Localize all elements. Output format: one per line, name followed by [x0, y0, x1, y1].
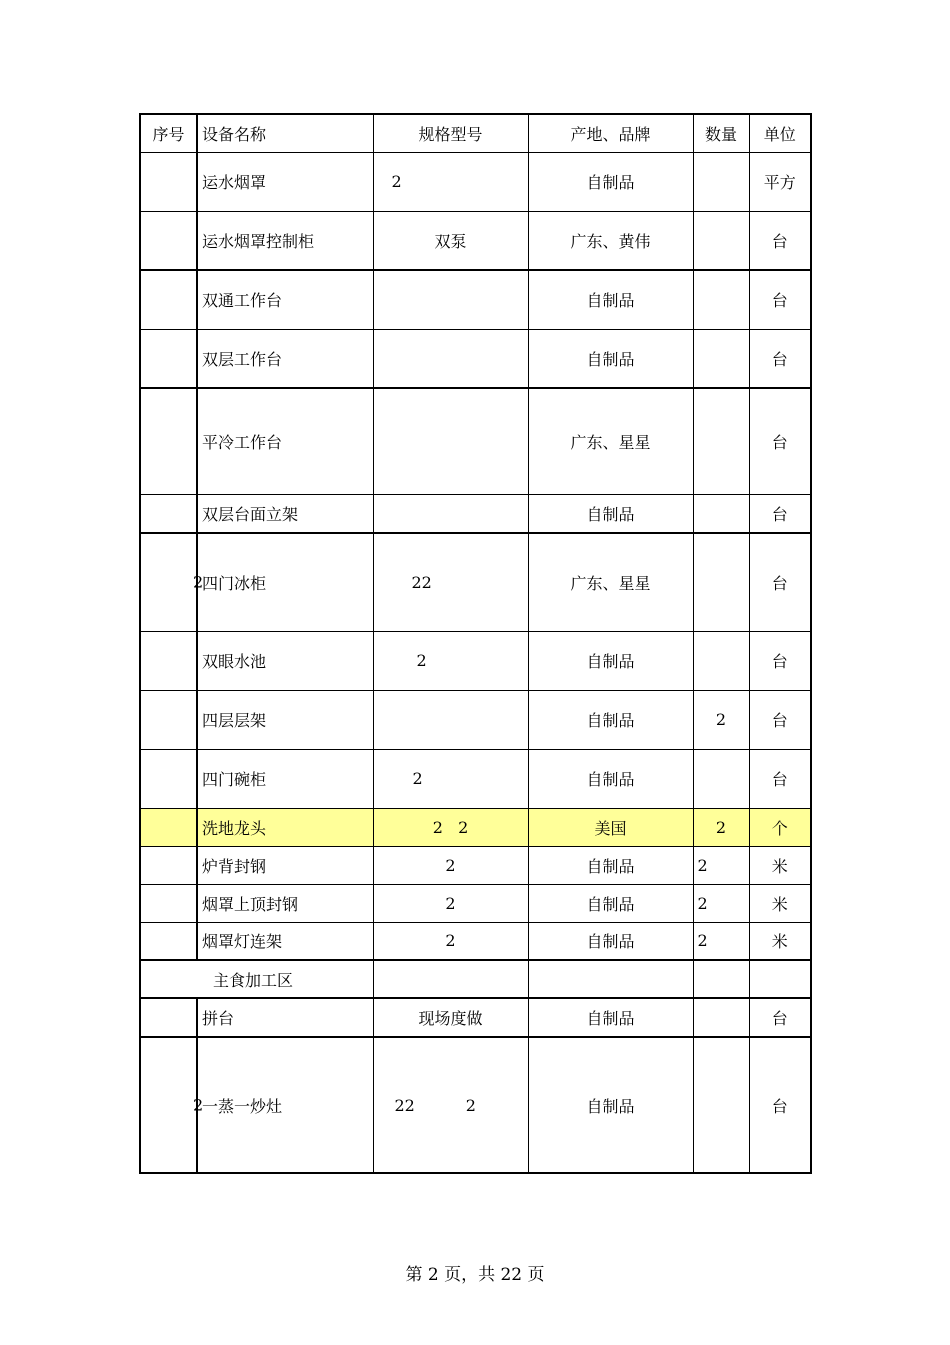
row-name: 双层台面立架: [197, 494, 373, 533]
row-unit: 平方: [749, 152, 811, 211]
row-spec: 2 2: [373, 808, 528, 846]
row-qty: [693, 152, 749, 211]
row-seq: [140, 533, 204, 631]
row-origin: 自制品: [528, 884, 693, 922]
row-origin: [528, 960, 693, 998]
row-qty: [693, 1037, 749, 1173]
row-origin: 自制品: [528, 494, 693, 533]
row-qty: 2: [693, 808, 749, 846]
row-qty: [693, 329, 749, 388]
row-name: 运水烟罩控制柜: [197, 211, 373, 270]
row-spec: 2: [373, 884, 528, 922]
table-row: [140, 494, 811, 533]
row-seq: [140, 152, 197, 211]
row-name: 运水烟罩: [197, 152, 373, 211]
table-row: [140, 152, 811, 211]
row-qty: [693, 494, 749, 533]
header-name: 设备名称: [197, 114, 373, 152]
header-origin: 产地、品牌: [528, 114, 693, 152]
row-origin: 自制品: [528, 1037, 693, 1173]
row-unit: 台: [749, 270, 811, 329]
row-name: 四层层架: [197, 690, 373, 749]
row-name: 双眼水池: [197, 631, 373, 690]
row-name: 一蒸一炒灶: [197, 1037, 373, 1173]
table-row-highlighted: [140, 808, 811, 846]
table-row: [140, 533, 811, 631]
page-footer: 第 2 页，共 22 页: [405, 1265, 545, 1285]
row-qty: [693, 533, 749, 631]
row-name: 四门冰柜: [197, 533, 373, 631]
row-origin: 自制品: [528, 152, 693, 211]
header-unit: 单位: [749, 114, 811, 152]
row-seq: [140, 922, 197, 960]
table-row: [140, 329, 811, 388]
row-origin: 广东、黄伟: [528, 211, 693, 270]
table-row: [140, 922, 811, 960]
row-unit: 米: [749, 846, 811, 884]
section-row: [140, 960, 811, 998]
row-spec: [373, 329, 528, 388]
row-seq: [140, 494, 197, 533]
row-spec: [373, 270, 528, 329]
row-seq: [140, 211, 197, 270]
section-title: 主食加工区: [140, 960, 373, 998]
table-row: [140, 631, 811, 690]
row-seq: [140, 808, 197, 846]
row-spec: 2: [373, 922, 528, 960]
row-qty: [693, 270, 749, 329]
row-spec: [373, 388, 528, 494]
row-origin: 美国: [528, 808, 693, 846]
table-row: [140, 388, 811, 494]
row-qty: [693, 960, 749, 998]
row-qty: 2: [693, 884, 749, 922]
table-row: [140, 884, 811, 922]
row-seq: [140, 998, 197, 1037]
row-seq: [140, 388, 197, 494]
row-origin: 自制品: [528, 329, 693, 388]
row-unit: 台: [749, 388, 811, 494]
row-name: 洗地龙头: [197, 808, 373, 846]
row-qty: 2: [693, 922, 749, 960]
row-unit: 台: [749, 329, 811, 388]
row-seq-value: 2: [193, 1095, 204, 1115]
header-spec: 规格型号: [373, 114, 528, 152]
row-unit: 个: [749, 808, 811, 846]
row-qty: [693, 388, 749, 494]
row-unit: 米: [749, 922, 811, 960]
row-spec: 22 2: [373, 1037, 528, 1173]
row-name: 四门碗柜: [197, 749, 373, 808]
row-spec: [373, 960, 528, 998]
row-spec: [373, 494, 528, 533]
row-seq: [140, 884, 197, 922]
row-spec: 2: [373, 631, 528, 690]
row-name: 烟罩上顶封钢: [197, 884, 373, 922]
row-origin: 广东、星星: [528, 388, 693, 494]
row-spec: 2: [373, 749, 528, 808]
row-qty: [693, 631, 749, 690]
row-unit: 台: [749, 631, 811, 690]
row-qty: [693, 998, 749, 1037]
row-seq: [140, 749, 197, 808]
row-seq: [140, 846, 197, 884]
row-spec: 22: [373, 533, 528, 631]
row-unit: 台: [749, 211, 811, 270]
row-name: 炉背封钢: [197, 846, 373, 884]
table-row: [140, 1037, 811, 1173]
row-spec: 2: [373, 152, 528, 211]
row-origin: 自制品: [528, 270, 693, 329]
row-origin: 广东、星星: [528, 533, 693, 631]
row-seq: [140, 270, 197, 329]
row-qty: 2: [693, 690, 749, 749]
row-unit: 台: [749, 533, 811, 631]
row-unit: 台: [749, 690, 811, 749]
row-name: 双通工作台: [197, 270, 373, 329]
row-spec: 现场度做: [373, 998, 528, 1037]
row-spec: 双泵: [373, 211, 528, 270]
row-origin: 自制品: [528, 631, 693, 690]
equipment-table: [139, 113, 812, 1174]
table-row: [140, 749, 811, 808]
row-spec: 2: [373, 846, 528, 884]
table-header-row: [140, 114, 811, 152]
row-unit: 台: [749, 494, 811, 533]
row-qty: 2: [693, 846, 749, 884]
table-row: [140, 211, 811, 270]
row-spec: [373, 690, 528, 749]
row-origin: 自制品: [528, 922, 693, 960]
row-unit: 米: [749, 884, 811, 922]
row-origin: 自制品: [528, 749, 693, 808]
row-qty: [693, 211, 749, 270]
row-seq-value: 2: [193, 572, 204, 592]
row-origin: 自制品: [528, 846, 693, 884]
table-row: [140, 270, 811, 329]
row-unit: 台: [749, 998, 811, 1037]
table-row: [140, 846, 811, 884]
row-unit: 台: [749, 749, 811, 808]
table-row: [140, 690, 811, 749]
row-seq: [140, 690, 197, 749]
row-name: 烟罩灯连架: [197, 922, 373, 960]
row-qty: [693, 749, 749, 808]
table-row: [140, 998, 811, 1037]
row-unit: 台: [749, 1037, 811, 1173]
row-name: 双层工作台: [197, 329, 373, 388]
row-origin: 自制品: [528, 690, 693, 749]
row-seq: [140, 631, 197, 690]
row-seq: [140, 1037, 204, 1173]
row-seq: [140, 329, 197, 388]
row-origin: 自制品: [528, 998, 693, 1037]
row-name: 平冷工作台: [197, 388, 373, 494]
header-seq: 序号: [140, 114, 197, 152]
row-name: 拼台: [197, 998, 373, 1037]
row-unit: [749, 960, 811, 998]
header-qty: 数量: [693, 114, 749, 152]
